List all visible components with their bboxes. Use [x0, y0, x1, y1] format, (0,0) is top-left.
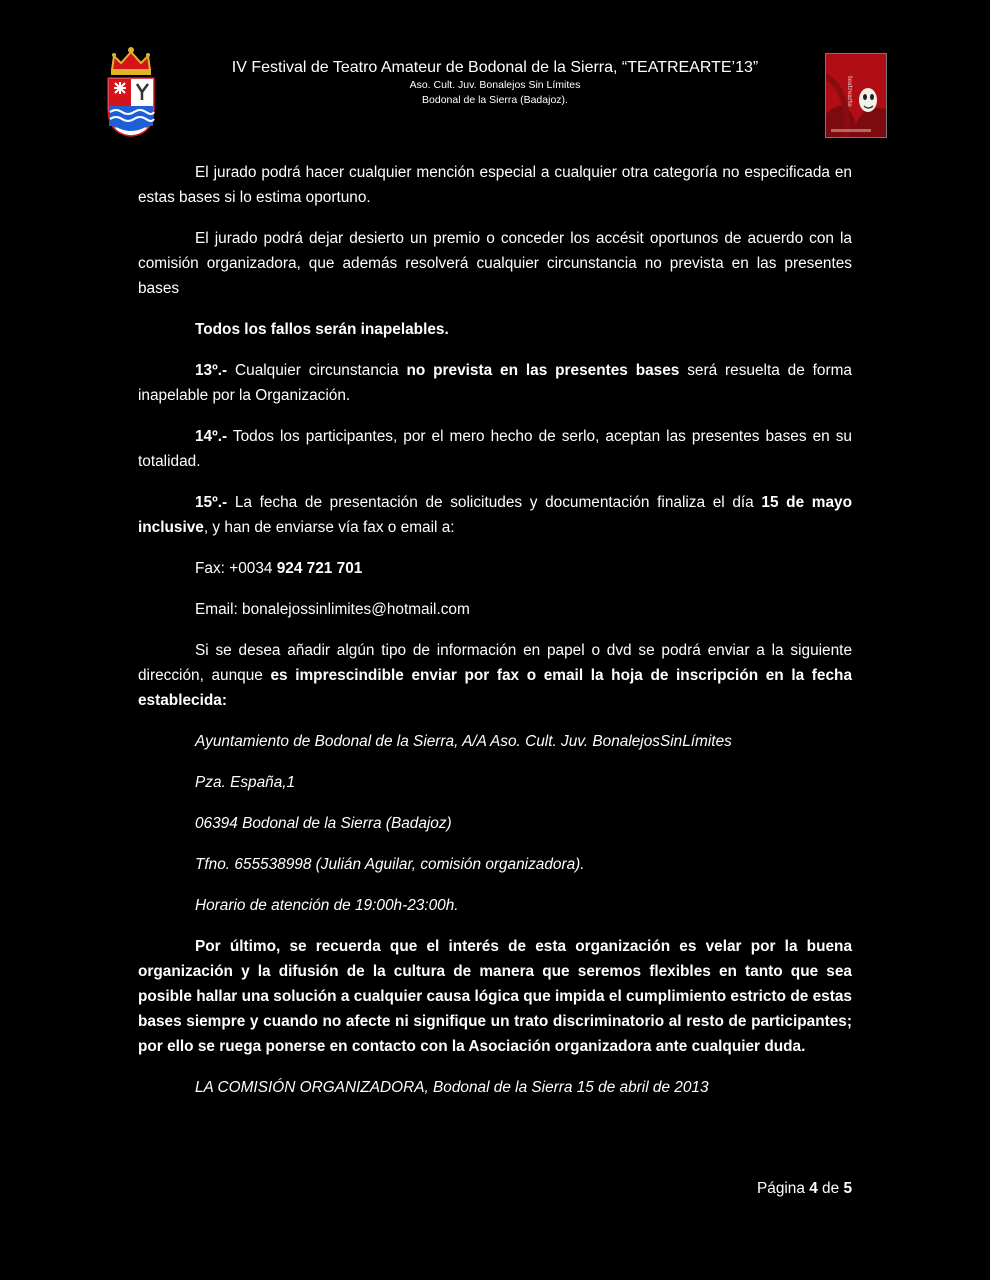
page-current: 4 [809, 1180, 818, 1197]
paragraph-mention: El jurado podrá hacer cualquier mención especial a cualquier otra categoría no especificada en estas bases si lo estima oportuno. [138, 164, 852, 206]
clause-13 [138, 358, 852, 408]
clause-15-deadline: 15 de mayo inclusive [138, 494, 852, 536]
email-line: Email: bonalejossinlimites@hotmail.com [195, 601, 470, 618]
clause-13-emphasis: no prevista en las presentes bases [406, 362, 680, 379]
clause-13-text-a: Cualquier circunstancia [227, 362, 407, 379]
theatre-mask-poster-icon [825, 53, 887, 138]
postal-info-emphasis: es imprescindible enviar por fax o email la hoja de inscripción en la fecha establecida: [138, 667, 852, 709]
clause-14 [138, 424, 852, 474]
clause-13-number: 13º.- [195, 362, 228, 379]
fax-label: Fax: +0034 [195, 560, 277, 577]
address-line-2: Pza. España,1 [195, 774, 296, 791]
festival-title: IV Festival de Teatro Amateur de Bodonal de la Sierra, “TEATREARTE’13” [231, 59, 759, 76]
page-header [200, 58, 790, 108]
paragraph-final-rulings: Todos los fallos serán inapelables. [195, 321, 449, 338]
clause-13-text-b: será resuelta de forma inapelable por la Organización. [138, 362, 852, 404]
signature-line: LA COMISIÓN ORGANIZADORA, Bodonal de la Sierra 15 de abril de 2013 [195, 1079, 709, 1096]
page-label: Página [757, 1180, 810, 1197]
paragraph-deserted-prize: El jurado podrá dejar desierto un premio o conceder los accésit oportunos de acuerdo con la comisión organizadora, que además resolverá cualquier circunstancia no prevista en las presentes bases [138, 230, 852, 297]
address-line-1: Ayuntamiento de Bodonal de la Sierra, A/A Aso. Cult. Juv. BonalejosSinLímites [195, 733, 732, 750]
clause-15 [138, 490, 852, 540]
page-of: de [817, 1180, 844, 1197]
clause-15-text-b: , y han de enviarse vía fax o email a: [203, 519, 455, 536]
clause-14-text: Todos los participantes, por el mero hecho de serlo, aceptan las presentes bases en su totalidad. [138, 428, 852, 470]
paragraph-closing: Por último, se recuerda que el interés de esta organización es velar por la buena organización y la difusión de la cultura de manera que seremos flexibles en tanto que sea posible hallar una solución a cualquier causa lógica que impida el cumplimiento estricto de estas bases siempre y cuando no afecte ni signifique un trato discriminatorio al resto de participantes; por ello se ruega ponerse en contacto con la Asociación organizadora ante cualquier duda. [138, 938, 852, 1055]
page-total: 5 [843, 1180, 852, 1197]
clause-15-text-a: La fecha de presentación de solicitudes y documentación finaliza el día [227, 494, 762, 511]
postal-info-text: Si se desea añadir algún tipo de información en papel o dvd se podrá enviar a la siguiente dirección, aunque [138, 642, 852, 684]
page-number [757, 1178, 852, 1200]
address-hours: Horario de atención de 19:00h-23:00h. [195, 897, 459, 914]
clause-15-number: 15º.- [195, 494, 228, 511]
fax-line [138, 556, 852, 581]
association-name: Aso. Cult. Juv. Bonalejos Sin Límites [409, 79, 581, 91]
paragraph-postal-info [138, 638, 852, 713]
svg-text:teatrearte: teatrearte [846, 76, 853, 107]
clause-14-number: 14º.- [195, 428, 228, 445]
address-line-3: 06394 Bodonal de la Sierra (Badajoz) [195, 815, 452, 832]
municipal-crest-icon [104, 46, 158, 138]
location-text: Bodonal de la Sierra (Badajoz). [422, 94, 568, 106]
address-phone: Tfno. 655538998 (Julián Aguilar, comisión organizadora). [195, 856, 585, 873]
document-body [138, 160, 852, 1116]
fax-number: 924 721 701 [276, 560, 363, 577]
